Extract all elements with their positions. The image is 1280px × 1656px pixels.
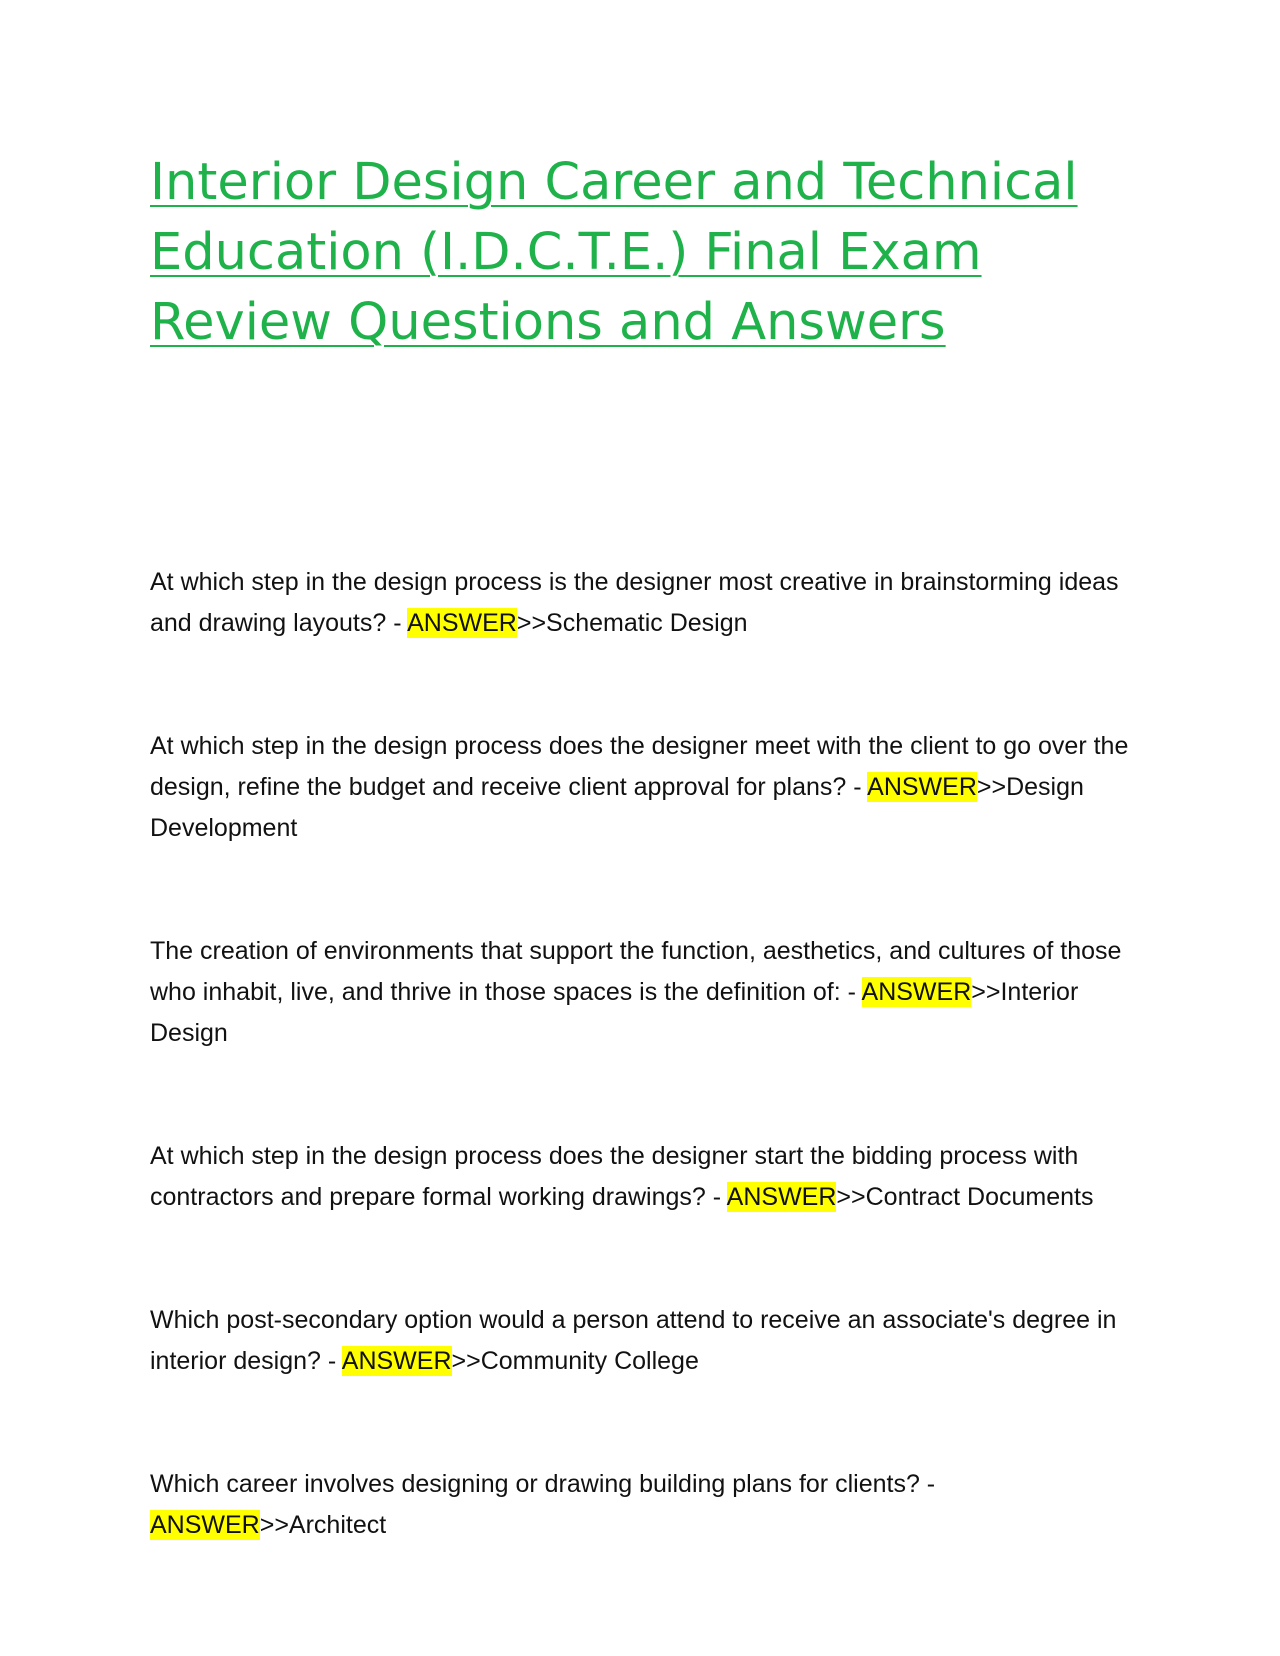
qa-item — [150, 931, 1140, 1054]
answer-highlight: ANSWER — [407, 609, 517, 637]
answer-highlight: ANSWER — [150, 1511, 260, 1539]
question-text: At which step in the design process does the designer start the bidding process with contractors and prepare formal working drawings? - — [150, 1142, 1079, 1211]
question-text: Which post-secondary option would a person attend to receive an associate's degree in interior design? - — [150, 1306, 1117, 1375]
answer-highlight: ANSWER — [861, 978, 972, 1006]
qa-list — [150, 562, 1140, 1628]
answer-highlight: ANSWER — [341, 1347, 452, 1375]
answer-highlight: ANSWER — [726, 1183, 837, 1211]
qa-item — [150, 726, 1140, 849]
answer-highlight: ANSWER — [867, 773, 977, 801]
qa-item — [150, 1136, 1140, 1218]
answer-text: >>Interior Design — [150, 978, 1079, 1047]
qa-item — [150, 1464, 1140, 1546]
answer-text: >>Schematic Design — [516, 609, 748, 637]
qa-item — [150, 562, 1140, 644]
question-text: Which career involves designing or drawing building plans for clients? - — [150, 1470, 936, 1498]
qa-item — [150, 1300, 1140, 1382]
document-title: Interior Design Career and Technical Education (I.D.C.T.E.) Final Exam Review Questions and Answers — [150, 153, 1078, 352]
question-text: At which step in the design process is the designer most creative in brainstorming ideas and drawing layouts? - — [150, 568, 1119, 637]
question-text: At which step in the design process does the designer meet with the client to go over the design, refine the budget and receive client approval for plans? - — [150, 732, 1129, 801]
answer-text: >>Architect — [259, 1511, 387, 1539]
answer-text: >>Design Development — [150, 773, 1084, 842]
question-text: The creation of environments that support the function, aesthetics, and cultures of those who inhabit, live, and thrive in those spaces is the definition of: - — [150, 937, 1122, 1006]
answer-text: >>Community College — [451, 1347, 699, 1375]
answer-text: >>Contract Documents — [836, 1183, 1094, 1211]
